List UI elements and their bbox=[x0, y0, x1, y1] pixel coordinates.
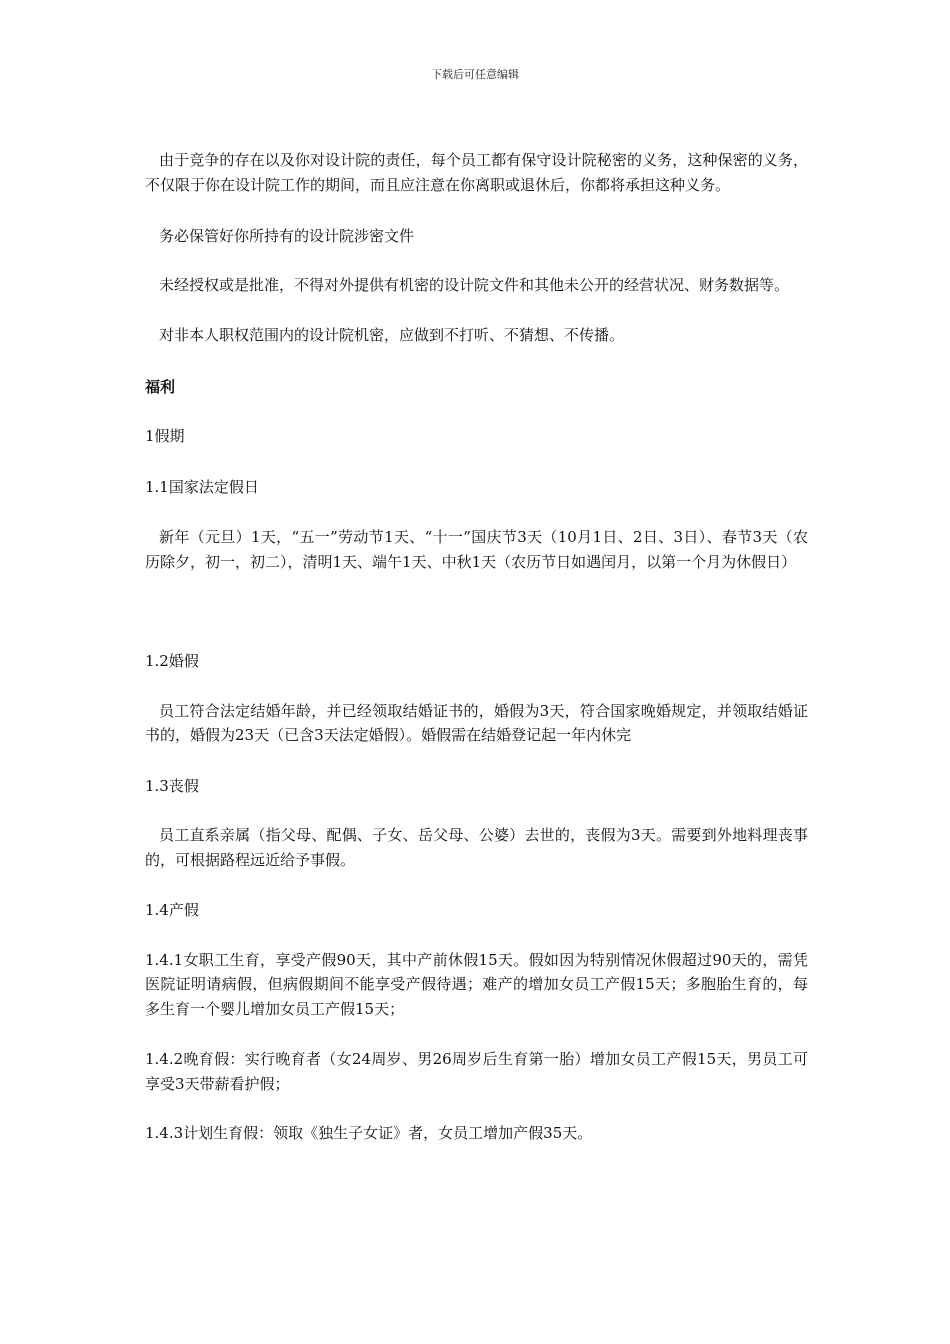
secrecy-conduct-paragraph: 对非本人职权范围内的设计院机密，应做到不打听、不猜想、不传播。 bbox=[159, 326, 625, 344]
public-holidays-paragraph: 新年（元旦）1天，“五一”劳动节1天、“十一”国庆节3天（10月1日、2日、3日）、春节3天（农历除夕，初一，初二），清明1天、端午1天、中秋1天（农历节日如遇闰月，以第一个月为休假日） bbox=[145, 528, 808, 571]
late-childbirth-leave-paragraph: 1.4.2晚育假：实行晚育者（女24周岁、男26周岁后生育第一胎）增加女员工产假15天，男员工可享受3天带薪看护假； bbox=[145, 1050, 808, 1093]
subheading-bereavement-leave: 1.3丧假 bbox=[145, 776, 199, 795]
family-planning-leave-paragraph: 1.4.3计划生育假：领取《独生子女证》者，女员工增加产假35天。 bbox=[145, 1124, 593, 1142]
document-body bbox=[145, 148, 808, 1146]
marriage-leave-paragraph: 员工符合法定结婚年龄，并已经领取结婚证书的，婚假为3天，符合国家晚婚规定，并领取结婚证书的，婚假为23天（已含3天法定婚假）。婚假需在结婚登记起一年内休完 bbox=[145, 701, 808, 744]
bereavement-leave-paragraph: 员工直系亲属（指父母、配偶、子女、岳父母、公婆）去世的，丧假为3天。需要到外地料理丧事的，可根据路程远近给予事假。 bbox=[145, 826, 808, 869]
subheading-maternity-leave: 1.4产假 bbox=[145, 901, 199, 919]
confidentiality-paragraph: 由于竞争的存在以及你对设计院的责任，每个员工都有保守设计院秘密的义务，这种保密的义务，不仅限于你在设计院工作的期间，而且应注意在你离职或退休后，你都将承担这种义务。 bbox=[145, 151, 808, 194]
subheading-holidays: 1假期 bbox=[145, 427, 185, 445]
disclosure-prohibition-paragraph: 未经授权或是批准，不得对外提供有机密的设计院文件和其他未公开的经营状况、财务数据等。 bbox=[159, 275, 790, 294]
subheading-public-holidays: 1.1国家法定假日 bbox=[145, 477, 259, 496]
maternity-leave-paragraph: 1.4.1女职工生育，享受产假90天，其中产前休假15天。假如因为特别情况休假超过90天的，需凭医院证明请病假，但病假期间不能享受产假待遇；难产的增加女员工产假15天；多胞胎生育的，每多生育一个婴儿增加女员工产假15天； bbox=[145, 950, 808, 1018]
subheading-marriage-leave: 1.2婚假 bbox=[145, 652, 199, 670]
document-custody-paragraph: 务必保管好你所持有的设计院涉密文件 bbox=[159, 227, 415, 245]
section-heading-welfare: 福利 bbox=[145, 377, 176, 396]
page-header: 下载后可任意编辑 bbox=[431, 68, 519, 81]
